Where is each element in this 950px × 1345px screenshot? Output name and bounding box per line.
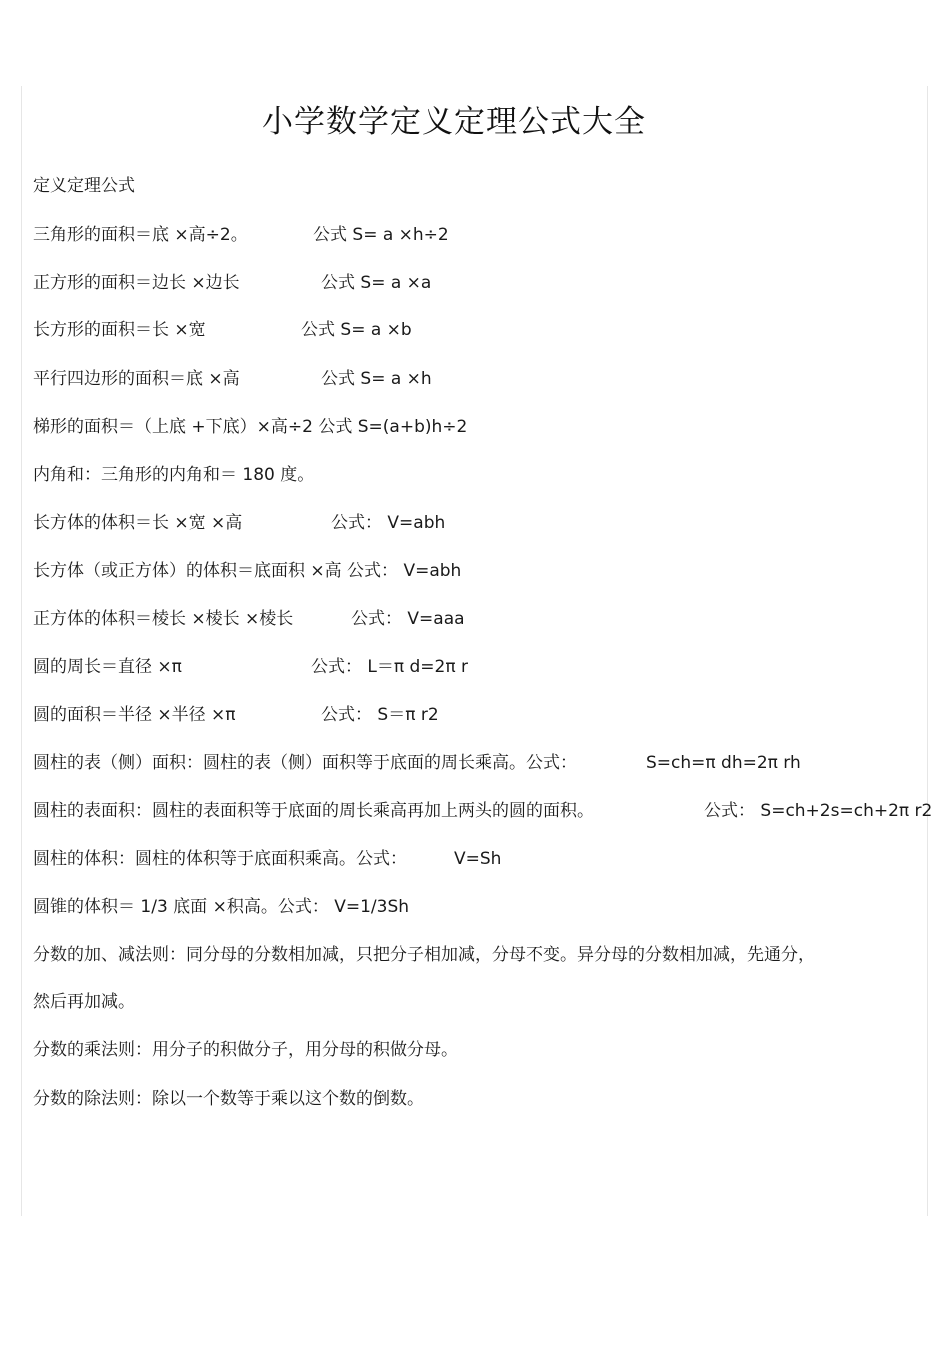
rule-text: 圆柱的表（侧）面积：圆柱的表（侧）面积等于底面的周长乘高。公式： <box>33 753 577 773</box>
rule-text: 分数的加、减法则：同分母的分数相加减，只把分子相加减，分母不变。异分母的分数相加减，先通分， <box>33 945 815 965</box>
rule-text: 圆柱的体积：圆柱的体积等于底面积乘高。公式： <box>33 849 407 869</box>
rule-text: 长方体（或正方体）的体积＝底面积 ×高 公式： V=abh <box>33 561 462 581</box>
rule-formula: 公式 S= a ×a <box>321 273 432 293</box>
rule-text: 分数的除法则：除以一个数等于乘以这个数的倒数。 <box>33 1089 424 1109</box>
section-heading-text: 定义定理公式 <box>33 176 135 196</box>
page-border-right <box>927 86 928 1216</box>
rule-formula: V=Sh <box>454 849 502 869</box>
rule-formula: 公式 S= a ×h÷2 <box>313 225 449 245</box>
rule-text: 三角形的面积＝底 ×高÷2。 <box>33 225 248 245</box>
rule-formula: 公式 S= a ×b <box>301 320 412 340</box>
rule-text: 然后再加减。 <box>33 992 135 1012</box>
rule-text: 圆的周长＝直径 ×π <box>33 657 182 677</box>
rule-text: 正方形的面积＝边长 ×边长 <box>33 273 240 293</box>
rule-text: 长方形的面积＝长 ×宽 <box>33 320 206 340</box>
rule-formula: S=ch=π dh=2π rh <box>646 753 801 773</box>
rule-text: 圆的面积＝半径 ×半径 ×π <box>33 705 236 725</box>
document-title: 小学数学定义定理公式大全 <box>262 104 646 140</box>
rule-text: 正方体的体积＝棱长 ×棱长 ×棱长 <box>33 609 294 629</box>
rule-text: 长方体的体积＝长 ×宽 ×高 <box>33 513 243 533</box>
rule-formula: 公式： S=ch+2s=ch+2π r2 <box>704 801 933 821</box>
page-border-left <box>21 86 22 1216</box>
rule-formula: 公式： S＝π r2 <box>321 705 439 725</box>
rule-text: 梯形的面积＝（上底 +下底）×高÷2 公式 S=(a+b)h÷2 <box>33 417 468 437</box>
rule-text: 圆锥的体积＝ 1/3 底面 ×积高。公式： V=1/3Sh <box>33 897 410 917</box>
rule-text: 内角和：三角形的内角和＝ 180 度。 <box>33 465 315 485</box>
rule-formula: 公式： L＝π d=2π r <box>311 657 468 677</box>
rule-text: 圆柱的表面积：圆柱的表面积等于底面的周长乘高再加上两头的圆的面积。 <box>33 801 594 821</box>
rule-formula: 公式 S= a ×h <box>321 369 432 389</box>
rule-formula: 公式： V=abh <box>331 513 446 533</box>
rule-formula: 公式： V=aaa <box>351 609 465 629</box>
rule-text: 分数的乘法则：用分子的积做分子，用分母的积做分母。 <box>33 1040 458 1060</box>
rule-text: 平行四边形的面积＝底 ×高 <box>33 369 240 389</box>
